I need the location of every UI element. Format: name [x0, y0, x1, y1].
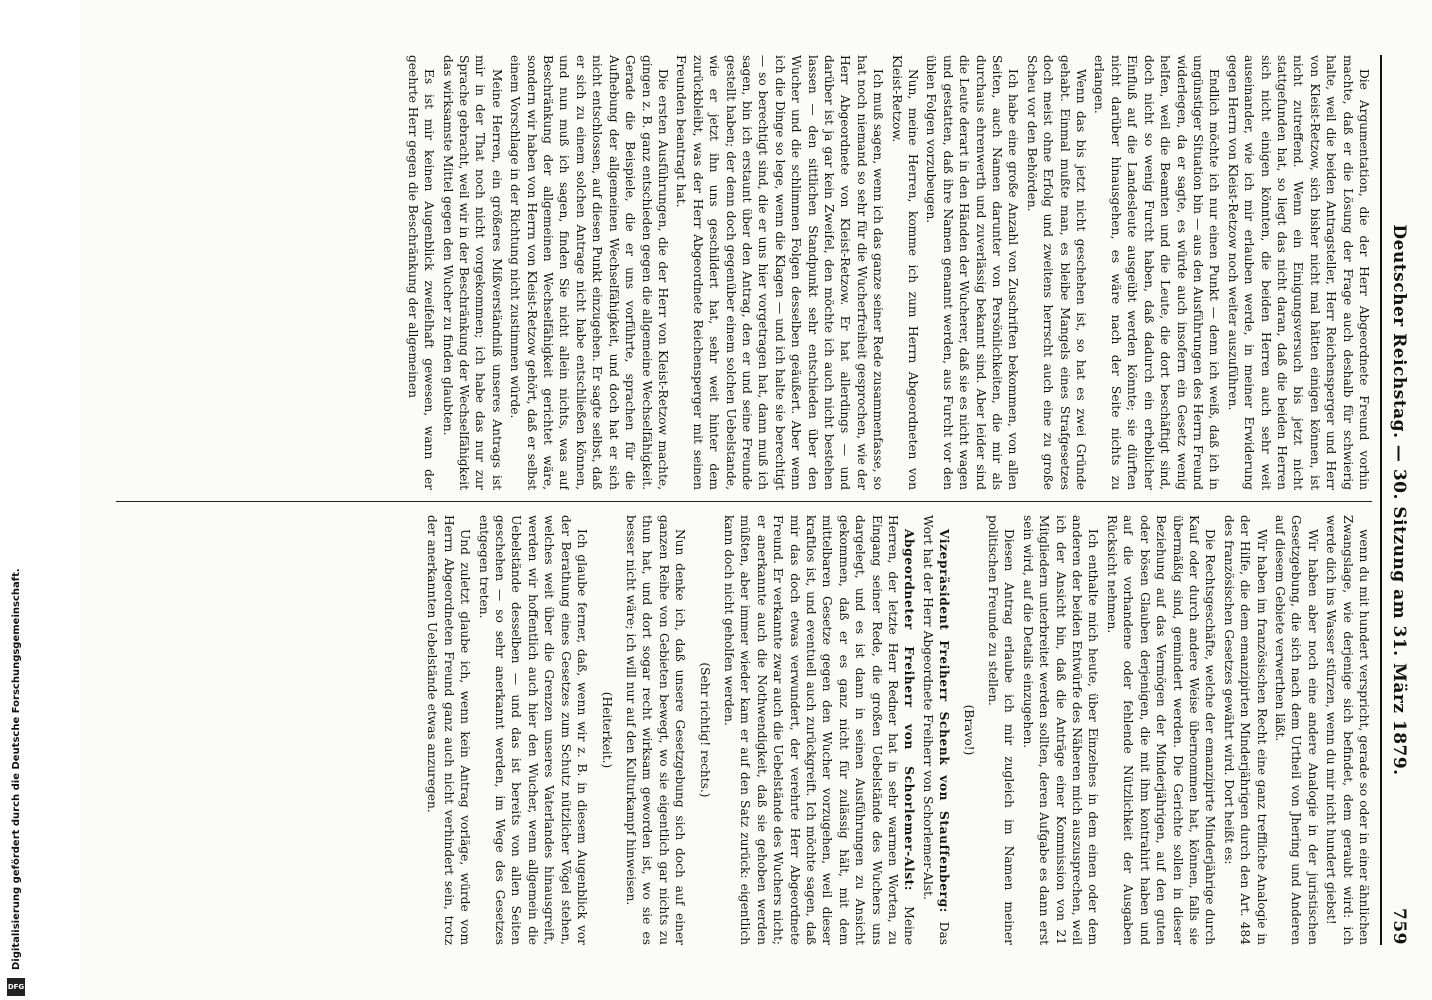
interjection-text: (Bravo!) — [961, 704, 976, 756]
paragraph-text: Es ist mir keinen Augenblick zweifelhaft gewesen, wann der geehrte Herr gegen die Beschränkung der allgemeinen — [405, 55, 437, 490]
paragraph-text: Wir haben aber noch eine andere Analogie in der juristischen Gesetzgebung, die sich nach dem Urtheil von Jhering und Anderen auf diesem Gebiete verwerthen läßt. — [1272, 515, 1320, 945]
paragraph-text: wenn du mit hundert verspricht, gerade so oder in einer ähnlichen Zwangslage, wie derjenige sich befindet, dem geraubt wird: ich werde dich ins Wasser stürzen, wenn du mir nicht hundert giebst! — [1324, 515, 1371, 945]
paragraph-text: Ich muß sagen, wenn ich das ganze seiner Rede zusammenfasse, so hat noch niemand so sehr für die Wucherfreiheit gesprochen, wie der Herr Abgeordnete von Kleist-Retzow. Er hat allerdings — und darüber ist ja gar kein Zweifel, den möchte ich auch nicht bestehen lassen — den sittlichen Standpunkt sehr entschieden über den Wucher und die schlimmen Folgen desselben geäußert. Aber wenn ich die Dinge so lege, wenn die Klagen — und ich halte sie berechtigt — so berechtigt sind, die er uns hier vorgetragen hat, dann muß ich sagen, bin ich erstaunt über den Antrag, den er und seine Freunde gestellt haben; der denn doch gegenüber einem solchen Uebelstande, wie er jetzt ihn uns geschildert hat, sehr weit hinter dem zurückbleibt, was der Herr Abgeordnete Reichensperger mit seinen Freunden beantragt hat. — [674, 55, 886, 490]
page-number: 759 — [1389, 908, 1409, 945]
speaker-name: Vizepräsident Freiherr Schenk von Stauffenberg: — [937, 529, 952, 913]
dfg-credit-strip — [0, 0, 30, 1000]
paragraph-text: Meine Herren, ein größeres Mißverständniß unseres Antrags ist mir in der That noch nicht vorgekommen; ich habe das nur zur Sprache gebracht, weil wir in der Beschränkung der Wechselfähigkeit das wirksamste Mittel gegen den Wucher zu finden glaubten. — [440, 55, 504, 490]
speaker-paragraph — [721, 515, 918, 945]
paragraph-text: Nun, meine Herren, komme ich zum Herrn Abgeordneten von Kleist-Retzow. — [889, 55, 921, 490]
paragraph — [424, 515, 473, 945]
paragraph-text: Die ersten Ausführungen, die der Herr von Kleist-Retzow machte, gingen z. B. ganz entschieden gegen die allgemeine Wechselfähigkeit. Gerade die Beispiele, die er uns vorführte, sprachen für die Aufhebung der allgemeinen Wechselfähigkeit, und doch hat er sich nicht entschlossen, auf diesen Punkt einzugehen. Er sagte selbst, daß er sich zu einem solchen Antrage nicht habe entschließen können, und nun muß ich sagen, finden Sie nicht allein nichts, was auf Beschränkung der allgemeinen Wechselfähigkeit gerichtet wäre, sondern wir haben von Herrn von Kleist-Retzow gehört, daß er selbst einem Vorschlage in der Richtung nicht zustimmen würde. — [508, 55, 670, 490]
paragraph-text: Wir haben im französischen Recht eine ganz treffliche Analogie in der Hilfe, die dem emanzipirten Minderjährigen durch den Art. 484 des französischen Gesetzes gewährt wird. Dort heißt es: — [1221, 515, 1269, 945]
dfg-credit-text: Digitalisierung gefördert durch die Deutsche Forschungsgemeinschaft. — [11, 568, 22, 970]
paragraph-text: Die Argumentation, die der Herr Abgeordnete Freund vorhin machte, daß er die Lösung der Frage auch deshalb für schwierig halte, weil die beiden Antragsteller, Herr Reichensperger und Herr von Kleist-Retzow, sich bisher nicht mal hätten einigen können, ist nicht zutreffend. Wenn ein Einigungsversuch bis jetzt nicht stattgefunden hat, so liegt das nicht daran, daß die beiden Herren sich nicht einigen könnten, die beiden Herren auch sehr weit auseinander, wie ich mir erlauben werde, in meiner Erwiderung gegen Herrn von Kleist-Retzow noch weiter auszuführen. — [1225, 55, 1371, 490]
paragraph — [1220, 515, 1269, 945]
speaker-name: Abgeordneter Freiherr von Schorlemer-Alst: — [902, 529, 917, 892]
paragraph — [1023, 55, 1089, 490]
paragraph — [1019, 515, 1101, 945]
paragraph-text: Ich enthalte mich heute, über Einzelnes in dem einen oder dem anderen der beiden Entwürfe des Näheren mich auszusprechen, weil ich der Ansicht bin, daß die Anträge einer Kommission von 21 Mitgliedern unterbreitet werden sollten, deren Aufgabe es dann erst sein wird, auf die Details einzugehen. — [1020, 515, 1101, 945]
paragraph-text: Ich habe eine große Anzahl von Zuschriften bekommen, von allen Seiten, auch Namen darunter von Persönlichkeiten, die mir als durchaus ehrenwerth und zuverlässig bekannt sind. Aber leider sind die Leute derart in den Händen der Wucherer, daß sie es nicht wagen und gestatten, daß ihre Namen genannt werden, aus Furcht vor den üblen Folgen vorzubeugen. — [924, 55, 1021, 490]
header-title: Deutscher Reichstag. — 30. Sitzung am 31. März 1879. — [1389, 224, 1409, 776]
paragraph — [888, 55, 921, 490]
paragraph-text: Endlich möchte ich nur einen Punkt — denn ich weiß, daß ich in ungünstiger Situation bin — aus den Ausführungen des Herrn Freund widerlegen, da er sagte, es würde auch insofern ein Gesetz wenig helfen, weil die Beamten und die Leute, die dort beschäftigt sind, doch nicht so wenig Furcht haben, daß dadurch ein erheblicher Einfluß auf die Landesleute ausgeübt werden könnte; sie dürften nicht darüber hinausgehen, es wäre nach der Seite nichts zu erlangen. — [1092, 55, 1222, 490]
paragraph-text: Nun denke ich, daß unsere Gesetzgebung sich doch auf einer ganzen Reihe von Gebieten bewegt, wo sie eigentlich gar nichts zu thun hat, und dort sogar recht wirksam geworden ist, wo sie es besser nicht wäre; ich will nur auf den Kulturkampf hinweisen. — [623, 515, 688, 945]
column-divider — [116, 501, 1372, 502]
page-header — [1380, 55, 1416, 945]
interjection-text: (Heiterkeit.) — [599, 691, 614, 769]
interjection — [598, 515, 614, 945]
dfg-logo-icon — [7, 978, 25, 996]
paragraph — [985, 515, 1018, 945]
paragraph-text: Ich glaube ferner, daß, wenn wir z. B. in diesem Augenblick vor der Berathung eines Gesetzes zum Schutz nützlicher Vögel stehen, welches weit über die Grenzen unseres Vaterlandes hinausgreift, werden wir hoffentlich auch hier den Wucher, wenn allgemein die Uebelstände desselben — und das ist bereits von allen Seiten geschehen — so sehr anerkannt werden, im Wege des Gesetzes entgegen treten. — [476, 515, 590, 945]
paragraph — [623, 515, 689, 945]
speech-text: Das Wort hat der Herr Abgeordnete Freiherr von Schorlemer-Alst. — [920, 515, 952, 945]
dfg-logo-text: DFG — [7, 983, 25, 991]
paragraph — [404, 55, 437, 490]
interjection — [696, 515, 712, 945]
paragraph — [475, 515, 590, 945]
paragraph-text: Die Rechtsgeschäfte, welche der emanzipirte Minderjährige durch Kauf oder durch andere Weise übernommen hat, können, falls sie übermäßig sind, gemindert werden. Die Gerichte sollen in dieser Beziehung auf das Vermögen der Minderjährigen, auf den guten oder bösen Glauben derjenigen, die mit ihm kontrahirt haben und auf die vorhandene oder fehlende Nützlichkeit der Ausgaben Rücksicht nehmen. — [1104, 515, 1218, 945]
paragraph — [673, 55, 886, 490]
paragraph-text: Und zuletzt glaube ich, wenn kein Antrag vorläge, würde vom Herrn Abgeordneten Freund ganz auch nicht verhindert sein, trotz der anerkannten Uebelstände etwas anzuregen. — [425, 515, 473, 945]
paragraph-text: Diesen Antrag erlaube ich mir zugleich im Namen meiner politischen Freunde zu stellen. — [986, 515, 1017, 945]
interjection — [960, 515, 976, 945]
speaker-paragraph — [919, 515, 952, 945]
paragraph — [1091, 55, 1222, 490]
interjection-text: (Sehr richtig! rechts.) — [697, 662, 712, 798]
left-text-column — [106, 55, 1372, 490]
speech-text: Meine Herren, der letzte Herr Redner hat in sehr warmen Worten, zu Eingang seiner Rede, die großen Uebelstände des Wuchers uns dargelegt, und es ist dann in seinen Ausführungen zu Ansicht gekommen, daß er es ganz nicht für zulässig hält, mit dem mittelbaren Gesetze gegen den Wucher vorzugehen, weil dieser kraftlos ist, und eventuell auch zurückgreift. Ich möchte sagen, daß mir das doch etwas verwundert, der verehrte Herr Abgeordnete Freund. Er verkannte zwar auch die Uebelstände des Wuchers nicht; er anerkannte auch die Nothwendigkeit, daß sie gehoben werden müßten, aber immer wieder kam er auf den Satz zurück: eigentlich kann doch nicht geholfen werden. — [721, 515, 917, 945]
paragraph — [1224, 55, 1372, 490]
paragraph — [1272, 515, 1321, 945]
scanned-page — [80, 0, 1432, 1000]
paragraph-text: Wenn das bis jetzt nicht geschehen ist, so hat es zwei Gründe gehabt. Einmal mußte man, es bleibe Mangels eines Strafgesetzes doch meist ohne Erfolg und zweitens herrscht auch eine zu große Scheu vor den Behörden. — [1024, 55, 1089, 490]
paragraph — [1104, 515, 1219, 945]
paragraph — [1323, 515, 1372, 945]
paragraph — [439, 55, 505, 490]
paragraph — [923, 55, 1021, 490]
rotated-page-content — [96, 35, 1416, 965]
right-text-column — [106, 515, 1372, 945]
paragraph — [507, 55, 671, 490]
